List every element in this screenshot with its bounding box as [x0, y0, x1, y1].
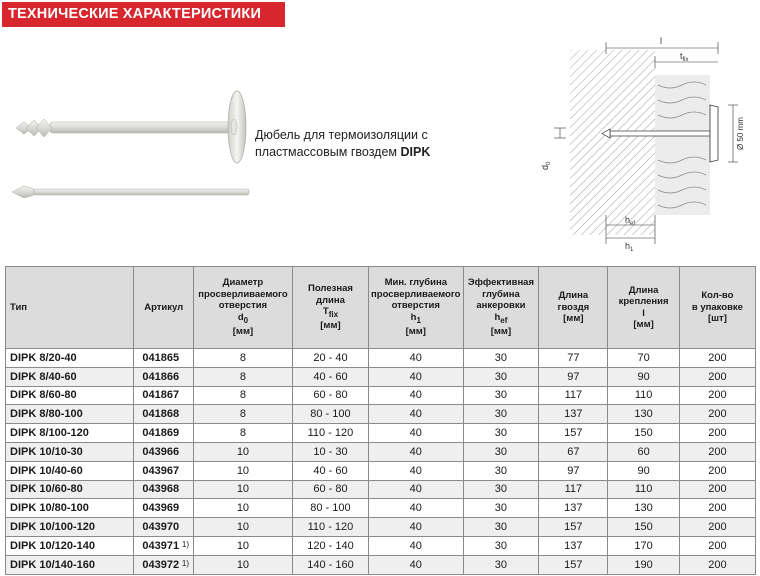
cell-type: DIPK 10/40-60: [6, 461, 134, 480]
cell-d0: 8: [194, 349, 293, 368]
dim-hef-label: h: [625, 215, 631, 225]
cell-type: DIPK 8/40-60: [6, 367, 134, 386]
cell-h1: 40: [369, 367, 463, 386]
cell-h1: 40: [369, 349, 463, 368]
table-row: [6, 386, 756, 405]
cell-pack: 200: [679, 499, 755, 518]
cell-pack: 200: [679, 367, 755, 386]
col-min-depth-header: Мин. глубина просверливаемого отверстия $h_1$ [мм]: [369, 267, 463, 349]
col-nail-length-header: Длина гвоздя [мм]: [539, 267, 608, 349]
cell-tfix: 80 - 100: [292, 405, 368, 424]
cell-l: 110: [608, 386, 679, 405]
cell-tfix: 110 - 120: [292, 424, 368, 443]
cell-pack: 200: [679, 480, 755, 499]
col-anchor-depth-header: Эффективная глубина анкеровки $h_{ef}$ [мм]: [463, 267, 539, 349]
cell-article: 041867: [134, 386, 194, 405]
cell-article: 043970: [134, 518, 194, 537]
cell-article: 043967: [134, 461, 194, 480]
caption-line-2: пластмассовым гвоздем DIPK: [255, 145, 431, 159]
cell-hef: 30: [463, 367, 539, 386]
cell-type: DIPK 10/120-140: [6, 536, 134, 555]
col-useful-length-header: Полезная длина $T_{fix}$ [мм]: [292, 267, 368, 349]
cell-hef: 30: [463, 555, 539, 574]
spec-table: [5, 266, 756, 575]
cell-article: 043969: [134, 499, 194, 518]
cell-type: DIPK 8/100-120: [6, 424, 134, 443]
col-pack-qty-header: Кол-во в упаковке [шт]: [679, 267, 755, 349]
cell-d0: 8: [194, 367, 293, 386]
cell-type: DIPK 8/20-40: [6, 349, 134, 368]
cell-type: DIPK 10/80-100: [6, 499, 134, 518]
footnote-marker: 1): [181, 558, 190, 568]
dim-d0-label: d: [540, 164, 550, 170]
cell-tfix: 60 - 80: [292, 480, 368, 499]
svg-text:l: [660, 36, 662, 46]
table-row: [6, 442, 756, 461]
cell-l: 170: [608, 536, 679, 555]
svg-text:d0: $d_0$: [540, 161, 552, 170]
cell-l: 90: [608, 367, 679, 386]
cell-nail: 157: [539, 518, 608, 537]
cell-h1: 40: [369, 536, 463, 555]
table-row: [6, 424, 756, 443]
cell-pack: 200: [679, 349, 755, 368]
cell-hef: 30: [463, 424, 539, 443]
cell-pack: 200: [679, 405, 755, 424]
cell-tfix: 10 - 30: [292, 442, 368, 461]
cell-pack: 200: [679, 536, 755, 555]
svg-text:tfix: $t_{fix}$: [680, 51, 689, 63]
table-row: [6, 555, 756, 574]
cell-l: 90: [608, 461, 679, 480]
cell-tfix: 20 - 40: [292, 349, 368, 368]
cell-nail: 137: [539, 405, 608, 424]
wall-icon: [570, 50, 655, 235]
col-diameter-header: Диаметр просверливаемого отверстия $d_0$ [мм]: [194, 267, 293, 349]
cell-l: 150: [608, 518, 679, 537]
cell-d0: 10: [194, 442, 293, 461]
table-row: [6, 480, 756, 499]
cell-tfix: 60 - 80: [292, 386, 368, 405]
cell-nail: 137: [539, 536, 608, 555]
cell-pack: 200: [679, 424, 755, 443]
table-row: [6, 536, 756, 555]
cell-article: 043966: [134, 442, 194, 461]
footnote-marker: 1): [181, 539, 190, 549]
cell-d0: 8: [194, 386, 293, 405]
cell-pack: 200: [679, 386, 755, 405]
caption-brand: DIPK: [400, 145, 431, 159]
cell-hef: 30: [463, 461, 539, 480]
table-row: [6, 518, 756, 537]
section-title: ТЕХНИЧЕСКИЕ ХАРАКТЕРИСТИКИ: [2, 2, 285, 27]
cell-nail: 157: [539, 555, 608, 574]
col-fix-length-header: Длина крепления l [мм]: [608, 267, 679, 349]
cell-h1: 40: [369, 424, 463, 443]
cell-nail: 137: [539, 499, 608, 518]
cell-h1: 40: [369, 386, 463, 405]
cell-article: 043971 1): [134, 536, 194, 555]
cell-hef: 30: [463, 480, 539, 499]
cell-nail: 97: [539, 367, 608, 386]
installation-diagram: [540, 30, 760, 260]
cell-tfix: 110 - 120: [292, 518, 368, 537]
cell-d0: 8: [194, 424, 293, 443]
cell-nail: 67: [539, 442, 608, 461]
cell-type: DIPK 10/140-160: [6, 555, 134, 574]
cell-type: DIPK 8/80-100: [6, 405, 134, 424]
cell-type: DIPK 10/60-80: [6, 480, 134, 499]
cell-h1: 40: [369, 461, 463, 480]
cell-l: 190: [608, 555, 679, 574]
table-row: [6, 367, 756, 386]
cell-d0: 10: [194, 555, 293, 574]
dim-h1-label: h: [625, 241, 631, 251]
cell-h1: 40: [369, 442, 463, 461]
cell-h1: 40: [369, 480, 463, 499]
dowel-icon: [610, 131, 710, 136]
table-row: [6, 461, 756, 480]
cell-hef: 30: [463, 442, 539, 461]
dim-tfix-label: t: [680, 51, 683, 61]
dowel-sleeve-icon: [16, 91, 246, 163]
cell-article: 041869: [134, 424, 194, 443]
cell-type: DIPK 8/60-80: [6, 386, 134, 405]
caption-line-1: Дюбель для термоизоляции с: [255, 128, 428, 142]
cell-tfix: 40 - 60: [292, 461, 368, 480]
cell-d0: 10: [194, 499, 293, 518]
cell-l: 110: [608, 480, 679, 499]
cell-d0: 10: [194, 518, 293, 537]
table-row: [6, 349, 756, 368]
cell-pack: 200: [679, 518, 755, 537]
dim-l-label: l: [660, 36, 662, 46]
cell-hef: 30: [463, 536, 539, 555]
dowel-illustration: [10, 80, 250, 205]
cell-nail: 117: [539, 386, 608, 405]
cell-d0: 10: [194, 480, 293, 499]
cell-tfix: 140 - 160: [292, 555, 368, 574]
cell-l: 130: [608, 499, 679, 518]
table-row: [6, 499, 756, 518]
table-row: [6, 405, 756, 424]
cell-tfix: 120 - 140: [292, 536, 368, 555]
cell-h1: 40: [369, 518, 463, 537]
cell-tfix: 40 - 60: [292, 367, 368, 386]
cell-h1: 40: [369, 555, 463, 574]
cell-tfix: 80 - 100: [292, 499, 368, 518]
cell-article: 041865: [134, 349, 194, 368]
table-header-row: [6, 267, 756, 349]
insulation-icon: [655, 75, 710, 215]
cell-hef: 30: [463, 499, 539, 518]
cell-l: 150: [608, 424, 679, 443]
cell-type: DIPK 10/10-30: [6, 442, 134, 461]
product-caption: [255, 127, 455, 161]
cell-article: 041866: [134, 367, 194, 386]
cell-d0: 10: [194, 461, 293, 480]
col-type-header: Тип: [6, 267, 134, 349]
nail-icon: [12, 186, 249, 198]
cell-l: 60: [608, 442, 679, 461]
cell-article: 043972 1): [134, 555, 194, 574]
cell-nail: 157: [539, 424, 608, 443]
svg-text:hef: $h_{ef}$: [625, 215, 636, 227]
cell-d0: 8: [194, 405, 293, 424]
cell-hef: 30: [463, 386, 539, 405]
cell-type: DIPK 10/100-120: [6, 518, 134, 537]
cell-hef: 30: [463, 405, 539, 424]
cell-l: 70: [608, 349, 679, 368]
cell-h1: 40: [369, 499, 463, 518]
cell-article: 041868: [134, 405, 194, 424]
cell-hef: 30: [463, 518, 539, 537]
cell-article: 043968: [134, 480, 194, 499]
cell-pack: 200: [679, 461, 755, 480]
cell-pack: 200: [679, 555, 755, 574]
cell-pack: 200: [679, 442, 755, 461]
cell-h1: 40: [369, 405, 463, 424]
cell-d0: 10: [194, 536, 293, 555]
cell-hef: 30: [463, 349, 539, 368]
cell-nail: 97: [539, 461, 608, 480]
col-article-header: Артикул: [134, 267, 194, 349]
cell-l: 130: [608, 405, 679, 424]
dim-diameter-label: Ø 50 mm: [736, 117, 745, 150]
svg-text:h1: $h_1$: [625, 241, 634, 253]
cell-nail: 77: [539, 349, 608, 368]
cell-nail: 117: [539, 480, 608, 499]
